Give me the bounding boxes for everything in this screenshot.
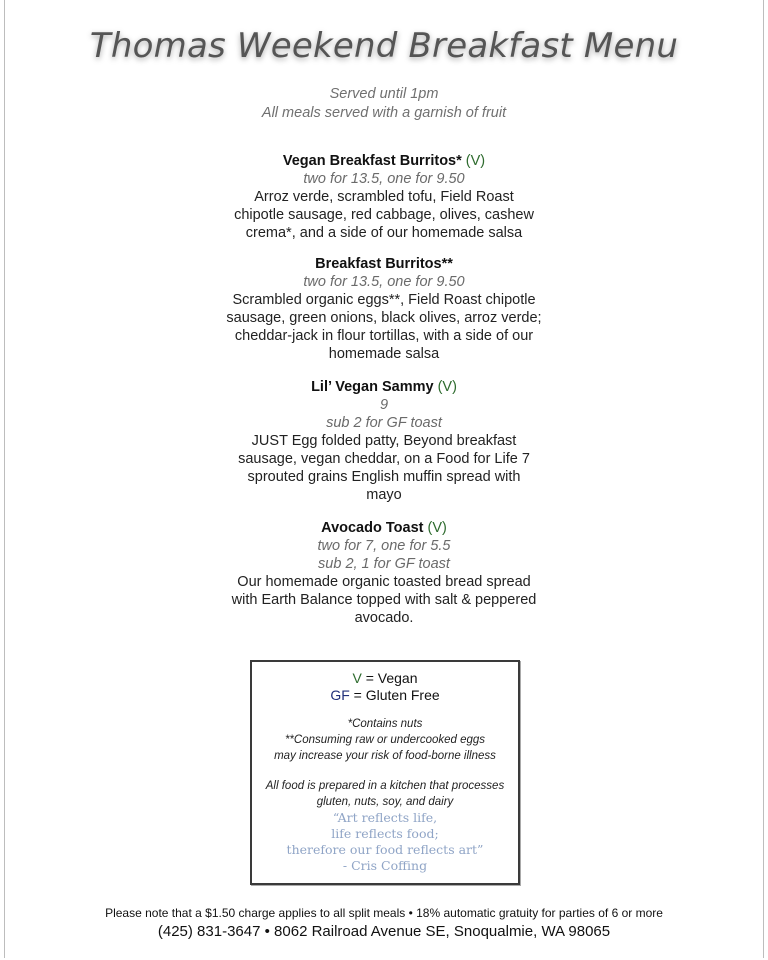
- vegan-tag: (V): [465, 153, 486, 169]
- quote-line: life reflects food;: [331, 826, 439, 841]
- item-description-line: Scrambled organic eggs**, Field Roast chipotle: [232, 292, 536, 308]
- item-description-line: cheddar-jack in flour tortillas, with a side of our: [234, 328, 534, 344]
- item-description-line: mayo: [366, 487, 402, 503]
- gf-key: GF: [330, 687, 350, 703]
- item-price: two for 13.5, one for 9.50: [303, 274, 465, 290]
- legend-vegan: V = Vegan: [352, 670, 418, 686]
- legend-gluten-free: GF = Gluten Free: [330, 687, 440, 703]
- item-description-line: JUST Egg folded patty, Beyond breakfast: [251, 433, 517, 449]
- contact-info: (425) 831-3647 • 8062 Railroad Avenue SE, Snoqualmie, WA 98065: [157, 923, 611, 940]
- vegan-tag: (V): [427, 520, 447, 536]
- vegan-key: V: [352, 670, 362, 686]
- item-description-line: Arroz verde, scrambled tofu, Field Roast: [254, 189, 514, 205]
- item-name: Breakfast Burritos**: [315, 256, 453, 272]
- garnish-note: All meals served with a garnish of fruit: [261, 105, 507, 121]
- served-until-text: Served until 1pm: [329, 86, 439, 102]
- contains-nuts-note: *Contains nuts: [347, 718, 423, 730]
- legend-box: [250, 660, 520, 885]
- item-description-line: avocado.: [354, 610, 414, 626]
- item-name: Lil’ Vegan Sammy (V): [311, 379, 457, 395]
- menu-item-breakfast-burritos: [0, 255, 768, 363]
- item-description-line: sausage, vegan cheddar, on a Food for Life 7: [238, 451, 530, 467]
- serving-info: [0, 85, 768, 123]
- item-name: Vegan Breakfast Burritos* (V): [282, 153, 486, 169]
- raw-eggs-warning: may increase your risk of food-borne illness: [274, 750, 496, 762]
- item-description-line: Our homemade organic toasted bread spread: [237, 574, 531, 590]
- charges-note: Please note that a $1.50 charge applies to all split meals • 18% automatic gratuity for parties of 6 or more: [105, 906, 663, 920]
- menu-item-vegan-breakfast-burritos: [0, 152, 768, 242]
- quote-line: therefore our food reflects art”: [286, 842, 484, 857]
- menu-item-lil-vegan-sammy: [0, 378, 768, 504]
- item-gf-option: sub 2, 1 for GF toast: [318, 556, 450, 572]
- item-description-line: chipotle sausage, red cabbage, olives, cashew: [234, 207, 534, 223]
- quote-author: - Cris Coffing: [342, 858, 428, 873]
- vegan-tag: (V): [437, 379, 457, 395]
- item-price: two for 7, one for 5.5: [317, 538, 451, 554]
- menu-title: Thomas Weekend Breakfast Menu: [89, 26, 679, 66]
- item-name: Avocado Toast (V): [321, 520, 447, 536]
- quote-line: “Art reflects life,: [332, 810, 438, 825]
- item-gf-option: sub 2 for GF toast: [326, 415, 442, 431]
- kitchen-note: All food is prepared in a kitchen that processes: [265, 780, 505, 792]
- raw-eggs-warning: **Consuming raw or undercooked eggs: [284, 734, 486, 746]
- item-description-line: with Earth Balance topped with salt & peppered: [231, 592, 537, 608]
- item-price: two for 13.5, one for 9.50: [303, 171, 465, 187]
- item-description-line: sprouted grains English muffin spread with: [247, 469, 521, 485]
- menu-item-avocado-toast: [0, 519, 768, 627]
- kitchen-note: gluten, nuts, soy, and dairy: [316, 796, 454, 808]
- item-description-line: homemade salsa: [328, 346, 440, 362]
- item-price: 9: [379, 397, 389, 413]
- item-description-line: sausage, green onions, black olives, arroz verde;: [226, 310, 542, 326]
- item-description-line: crema*, and a side of our homemade salsa: [245, 225, 523, 241]
